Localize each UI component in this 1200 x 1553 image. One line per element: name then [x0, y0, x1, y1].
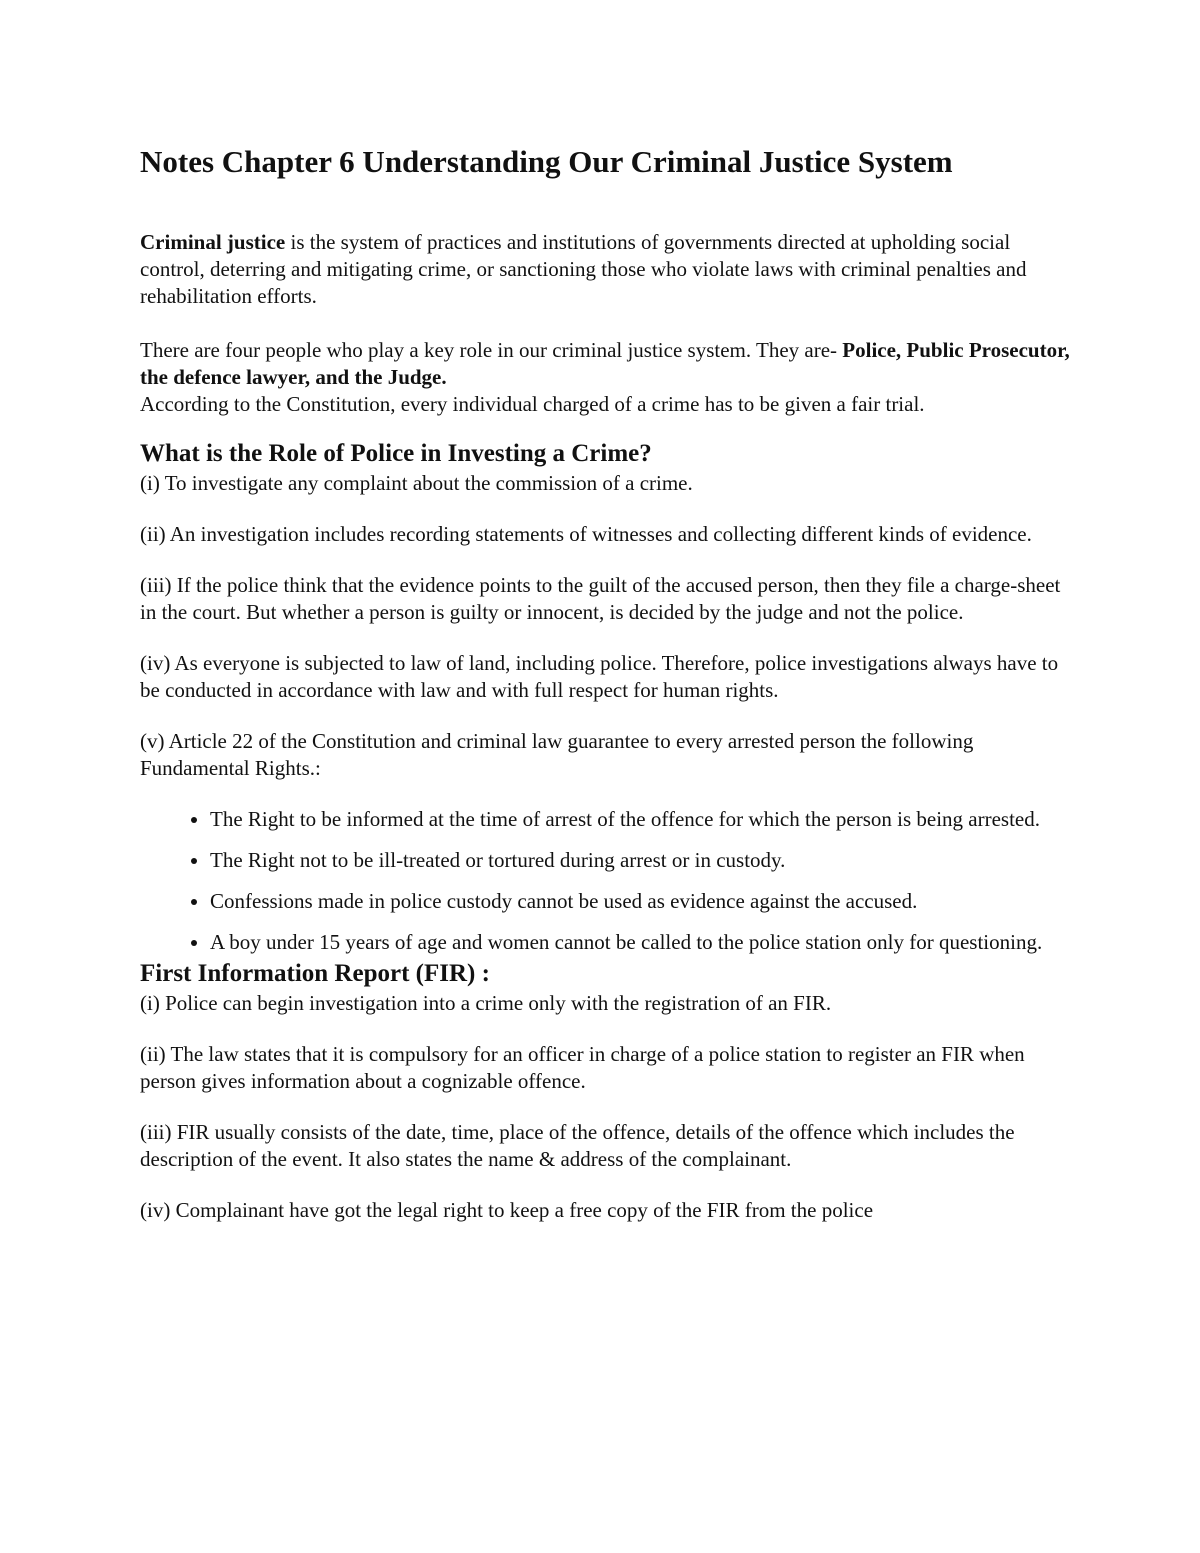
fir-point-4: (iv) Complainant have got the legal right to keep a free copy of the FIR from the police	[140, 1198, 874, 1222]
fir-point-3: (iii) FIR usually consists of the date, time, place of the offence, details of the offence which includes the description of the event. It also states the name & address of the complainant.	[140, 1120, 1015, 1171]
fir-point-2: (ii) The law states that it is compulsory for an officer in charge of a police station to register an FIR when person gives information about a cognizable offence.	[140, 1042, 1025, 1093]
key-roles-lead: There are four people who play a key role in our criminal justice system. They are-	[140, 338, 843, 362]
police-point-2: (ii) An investigation includes recording statements of witnesses and collecting different kinds of evidence.	[140, 522, 1032, 546]
intro-term: Criminal justice	[140, 230, 286, 254]
fair-trial-paragraph: According to the Constitution, every individual charged of a crime has to be given a fair trial.	[140, 392, 925, 416]
intro-definition: is the system of practices and institutions of governments directed at upholding social control, deterring and mitigating crime, or sanctioning those who violate laws with criminal penalties and rehabilitation efforts.	[140, 230, 1027, 308]
police-point-4: (iv) As everyone is subjected to law of land, including police. Therefore, police investigations always have to be conducted in accordance with law and with full respect for human rights.	[140, 651, 1059, 702]
rights-list-item: • Confessions made in police custody cannot be used as evidence against the accused.	[210, 888, 1070, 915]
intro-paragraph	[140, 229, 1070, 310]
fir-point-1: (i) Police can begin investigation into a crime only with the registration of an FIR.	[140, 991, 832, 1015]
rights-list-item: • The Right not to be ill-treated or tortured during arrest or in custody.	[210, 847, 1070, 874]
police-point-3: (iii) If the police think that the evidence points to the guilt of the accused person, then they file a charge-sheet in the court. But whether a person is guilty or innocent, is decided by the judge and not the police.	[140, 573, 1061, 624]
rights-list-item: • A boy under 15 years of age and women cannot be called to the police station only for questioning.	[210, 929, 1070, 956]
document-title: Notes Chapter 6 Understanding Our Criminal Justice System	[140, 144, 953, 179]
police-point-1: (i) To investigate any complaint about the commission of a crime.	[140, 471, 693, 495]
fir-section-heading: First Information Report (FIR) :	[140, 960, 490, 987]
key-roles-paragraph	[140, 337, 1070, 391]
police-point-5: (v) Article 22 of the Constitution and criminal law guarantee to every arrested person the following Fundamental Rights.:	[140, 729, 974, 780]
rights-list-item: • The Right to be informed at the time of arrest of the offence for which the person is being arrested.	[210, 806, 1070, 833]
rights-list	[140, 806, 1070, 956]
key-roles-list: Police, Public Prosecutor, the defence lawyer, and the Judge.	[140, 338, 1070, 389]
police-section-heading: What is the Role of Police in Investing a Crime?	[140, 440, 652, 467]
document-content	[140, 140, 1070, 1224]
